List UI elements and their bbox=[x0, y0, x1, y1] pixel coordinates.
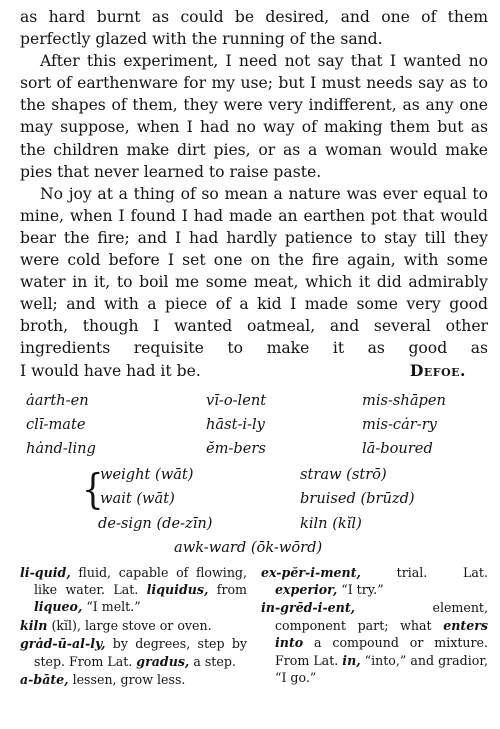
vocab-word: awk-ward (ōk-wōrd) bbox=[174, 538, 323, 556]
paragraph-3: No joy at a thing of so mean a nature was ever equal to mine, when I found I had made an earthen pot that would bear the fire; and I had hardly patience to stay till they were cold before I set one on the fire again, with some water in it, to boil me some meat, which it did admirably well; and with a piece of a kid I made some very good broth, though I wanted oatmeal, and several other ingredients requisite to make it as good as bbox=[20, 184, 488, 358]
vocab-word: ĕm-bers bbox=[206, 439, 266, 457]
definition-term: experior, bbox=[275, 582, 338, 597]
definition-term: in, bbox=[342, 652, 361, 668]
definition-text: a step. bbox=[189, 653, 236, 669]
definition-entry bbox=[20, 635, 247, 670]
vocab-word: straw (strō) bbox=[300, 465, 387, 483]
definitions bbox=[20, 564, 488, 690]
definitions-right-column bbox=[261, 564, 488, 690]
paragraph-1: as hard burnt as could be desired, and one of them perfectly glazed with the running of the sand. bbox=[20, 8, 488, 49]
vocab-word: hāst-i-ly bbox=[206, 415, 265, 433]
vocab-word: wait (wāt) bbox=[100, 489, 175, 507]
page bbox=[20, 6, 488, 689]
definition-text: a compound or mixture. From Lat. bbox=[275, 635, 488, 668]
vocab-word: mis-shāpen bbox=[362, 391, 446, 409]
closing-line bbox=[20, 360, 488, 382]
definition-text: “I try.” bbox=[337, 582, 384, 597]
definition-entry bbox=[20, 671, 247, 688]
definition-text: (kĭl), large stove or oven. bbox=[47, 617, 212, 633]
definition-text: from bbox=[208, 582, 247, 597]
definition-text: lessen, grow less. bbox=[68, 672, 186, 688]
definition-term: kiln bbox=[20, 617, 48, 633]
definition-text: “into,” and gradior, “I go.” bbox=[275, 652, 488, 686]
vocab-word: vī-o-lent bbox=[206, 391, 267, 409]
definitions-left-column bbox=[20, 564, 247, 690]
vocab-word: hȧnd-ling bbox=[26, 439, 96, 457]
definition-term: grȧd-ū-al-ly, bbox=[20, 636, 106, 652]
definition-text: by degrees, step by step. From Lat. bbox=[34, 636, 247, 669]
definition-text: “I melt.” bbox=[82, 599, 141, 615]
vocab-word: lā-boured bbox=[362, 439, 433, 457]
definition-term: gradus, bbox=[136, 653, 190, 669]
vocabulary-list bbox=[20, 386, 488, 564]
author-signature: Defoe. bbox=[409, 360, 466, 380]
definition-term: in-grēd-i-ent, bbox=[261, 600, 356, 616]
vocab-word: de-sign (de-zīn) bbox=[98, 514, 213, 532]
brace-icon: { bbox=[82, 465, 104, 514]
paragraph-3-last-line: I would have had it be. bbox=[20, 361, 201, 380]
paragraph-2: After this experiment, I need not say that I wanted no sort of earthenware for my use; but I must needs say as to the shapes of them, they were very indifferent, as any one may suppose, when I had no way of making them but as the children make dirt pies, or as a woman would make pies that never learned to raise paste. bbox=[20, 52, 488, 181]
definition-term: li-quid, bbox=[20, 564, 71, 580]
definition-term: liqueo, bbox=[34, 599, 83, 615]
vocab-word: clī-mate bbox=[26, 415, 86, 433]
definition-text: element, component part; what bbox=[275, 600, 488, 633]
vocab-word: kiln (kĭl) bbox=[300, 514, 362, 532]
vocab-word: weight (wāt) bbox=[100, 465, 194, 483]
definition-entry bbox=[20, 564, 247, 616]
definition-entry bbox=[20, 617, 247, 634]
vocab-word: mis-cȧr-ry bbox=[362, 415, 437, 433]
vocab-word: ȧarth-en bbox=[26, 391, 89, 409]
definition-entry bbox=[261, 599, 488, 686]
definition-term: enters into bbox=[275, 617, 488, 651]
definition-entry bbox=[261, 564, 488, 599]
vocab-word: bruised (brūzd) bbox=[300, 489, 415, 507]
definition-term: liquidus, bbox=[146, 582, 209, 597]
definition-term: ex-pĕr-i-ment, bbox=[261, 564, 361, 580]
definition-text: trial. Lat. bbox=[360, 564, 488, 580]
definition-text: fluid, capable of flowing, like water. Lat. bbox=[34, 564, 247, 597]
definition-term: a-bāte, bbox=[20, 672, 69, 688]
